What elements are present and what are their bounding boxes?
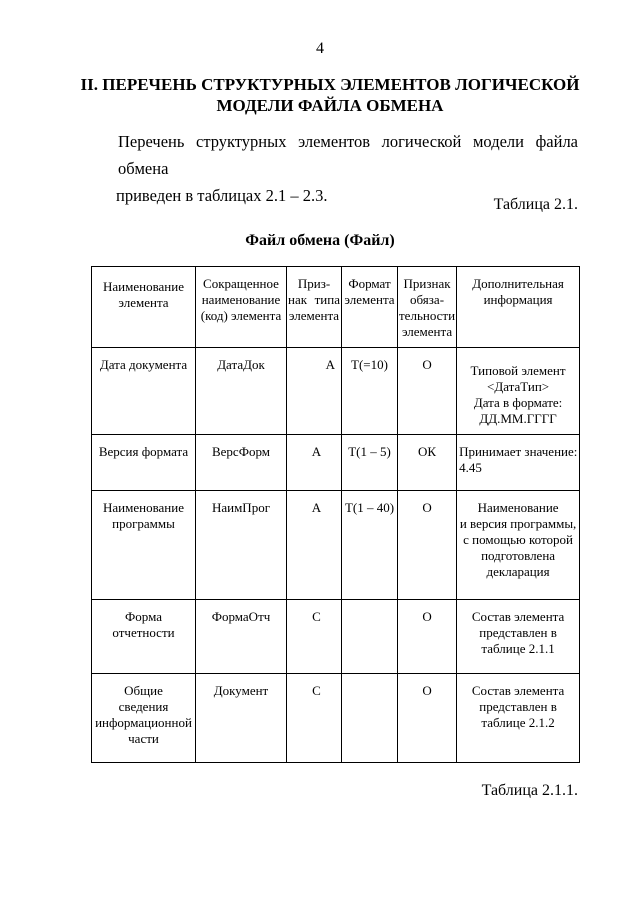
cell-code: ФормаОтч <box>196 600 287 674</box>
header-type <box>287 267 342 348</box>
header-type-text: Приз- нак типа элемента <box>288 276 340 323</box>
section-title-line-2: МОДЕЛИ ФАЙЛА ОБМЕНА <box>216 96 444 115</box>
cell-name: Дата документа <box>92 348 196 435</box>
cell-name: Версия формата <box>92 435 196 491</box>
cell-code: ДатаДок <box>196 348 287 435</box>
cell-code: ВерсФорм <box>196 435 287 491</box>
cell-name: Наименование программы <box>92 491 196 600</box>
cell-type: А <box>287 348 342 435</box>
cell-required: О <box>398 491 457 600</box>
table-caption: Файл обмена (Файл) <box>245 232 395 249</box>
cell-name: Форма отчетности <box>92 600 196 674</box>
section-title <box>60 74 600 116</box>
cell-info: Принимает значение: 4.45 <box>457 435 580 491</box>
cell-info: Состав элемента представлен в таблице 2.1.1 <box>457 600 580 674</box>
cell-code: Документ <box>196 674 287 763</box>
cell-type: А <box>287 435 342 491</box>
cell-format: Т(1 – 40) <box>342 491 398 600</box>
cell-info: Наименование и версия программы, с помощью которой подготовлена декларация <box>457 491 580 600</box>
table-row <box>92 435 580 491</box>
cell-required: О <box>398 348 457 435</box>
header-required <box>398 267 457 348</box>
header-format-text: Формат элемента <box>344 276 395 307</box>
table-label-2-1-1: Таблица 2.1.1. <box>481 782 578 799</box>
cell-required: О <box>398 600 457 674</box>
structure-table <box>91 266 580 763</box>
header-name-text: Наименование элемента <box>103 279 184 310</box>
cell-format: Т(1 – 5) <box>342 435 398 491</box>
cell-format <box>342 600 398 674</box>
table-row <box>92 674 580 763</box>
header-info-text: Дополнительная информация <box>472 276 564 307</box>
table-header-row <box>92 267 580 348</box>
cell-type: С <box>287 674 342 763</box>
intro-line-2: приведен в таблицах 2.1 – 2.3. <box>116 186 328 205</box>
header-required-text: Признак обяза- тельности элемента <box>399 276 456 339</box>
header-info <box>457 267 580 348</box>
header-name <box>92 267 196 348</box>
cell-info: Состав элемента представлен в таблице 2.1.2 <box>457 674 580 763</box>
cell-format: Т(=10) <box>342 348 398 435</box>
cell-type: А <box>287 491 342 600</box>
page-number: 4 <box>316 40 324 57</box>
header-code <box>196 267 287 348</box>
header-format <box>342 267 398 348</box>
table-row <box>92 348 580 435</box>
cell-code: НаимПрог <box>196 491 287 600</box>
intro-line-1: Перечень структурных элементов логической модели файла обмена <box>118 132 578 178</box>
table-row <box>92 491 580 600</box>
table-label-2-1: Таблица 2.1. <box>493 196 578 213</box>
cell-format <box>342 674 398 763</box>
cell-required: О <box>398 674 457 763</box>
cell-type: С <box>287 600 342 674</box>
cell-info: Типовой элемент <ДатаТип> Дата в формате: ДД.ММ.ГГГГ <box>457 348 580 435</box>
table-row <box>92 600 580 674</box>
cell-name: Общие сведения информационной части <box>92 674 196 763</box>
cell-required: ОК <box>398 435 457 491</box>
header-code-text: Сокращенное наименование (код) элемента <box>200 276 282 323</box>
section-title-line-1: II. ПЕРЕЧЕНЬ СТРУКТУРНЫХ ЭЛЕМЕНТОВ ЛОГИЧЕСКОЙ <box>80 75 580 94</box>
